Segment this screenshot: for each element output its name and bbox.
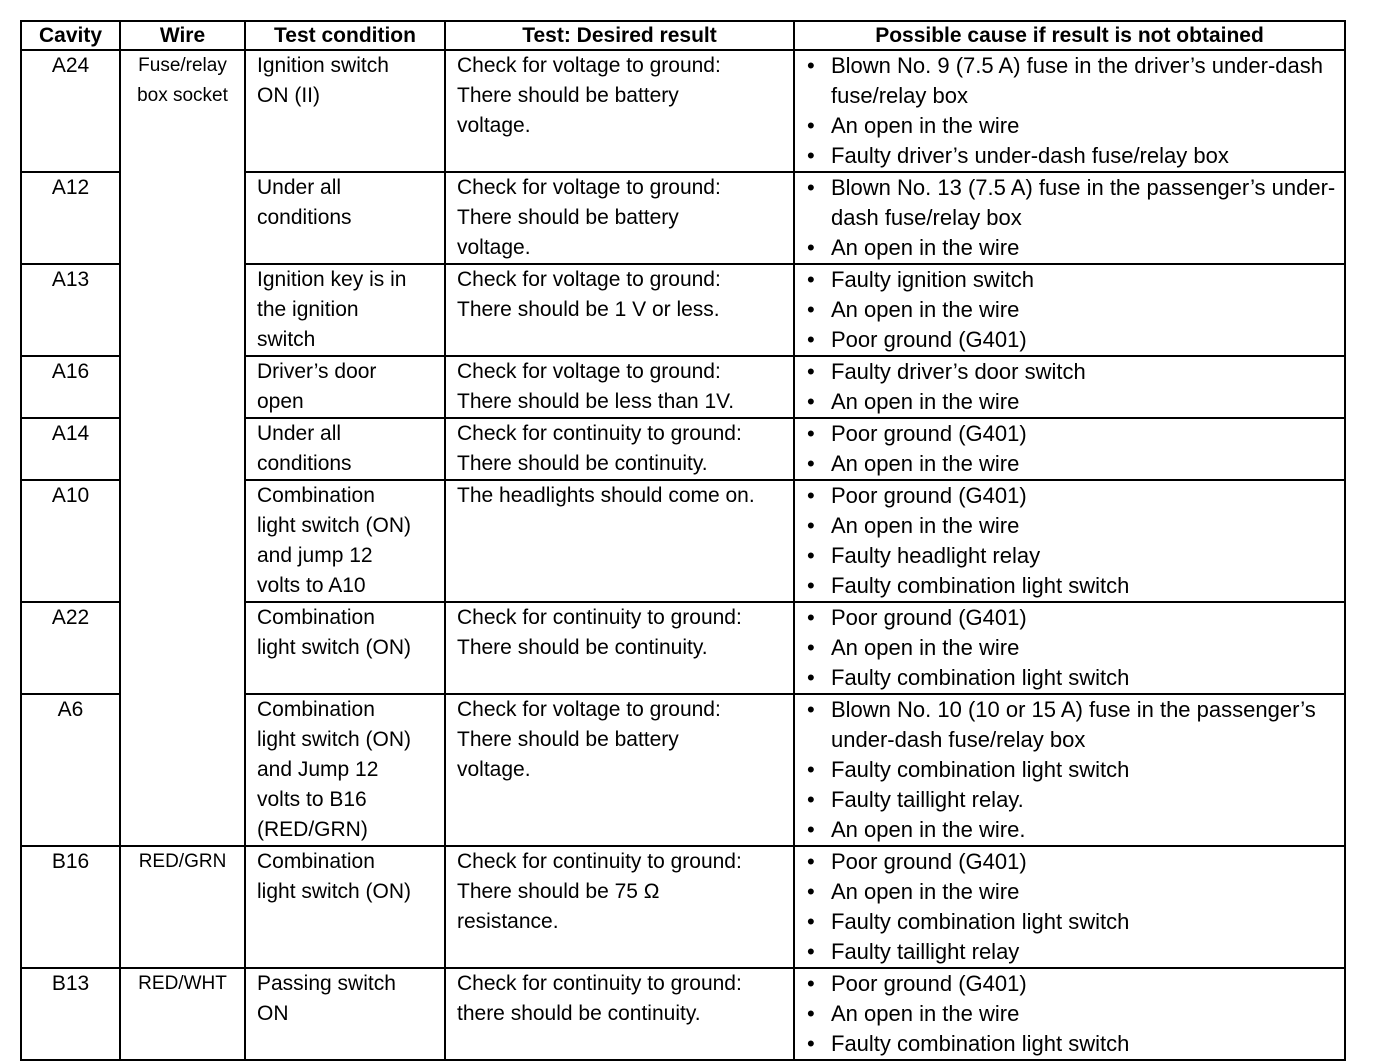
cause-item: • An open in the wire bbox=[805, 387, 1344, 417]
cause-item: • An open in the wire bbox=[805, 295, 1344, 325]
cavity-cell: A12 bbox=[21, 172, 120, 264]
test-condition-cell: Ignition key is in the ignition switch bbox=[245, 264, 445, 356]
wire-label: RED/WHT bbox=[138, 973, 227, 994]
cavity-cell: B16 bbox=[21, 846, 120, 968]
table-row bbox=[21, 694, 1345, 846]
test-condition-cell: Combination light switch (ON) bbox=[245, 602, 445, 694]
cause-item: • Faulty ignition switch bbox=[805, 265, 1344, 295]
cause-item: • Faulty combination light switch bbox=[805, 1029, 1344, 1059]
table-row bbox=[21, 418, 1345, 480]
cavity-cell: B13 bbox=[21, 968, 120, 1060]
table-row bbox=[21, 172, 1345, 264]
test-condition-cell: Combination light switch (ON) and jump 12 volts to A10 bbox=[245, 480, 445, 602]
table-row bbox=[21, 846, 1345, 968]
possible-cause-cell bbox=[794, 356, 1345, 418]
cause-item: • An open in the wire bbox=[805, 877, 1344, 907]
cause-list bbox=[805, 603, 1344, 693]
cavity-cell: A10 bbox=[21, 480, 120, 602]
cause-item: • An open in the wire bbox=[805, 511, 1344, 541]
desired-result-cell: Check for continuity to ground: There should be continuity. bbox=[445, 602, 794, 694]
table-row bbox=[21, 480, 1345, 602]
desired-result-cell: Check for voltage to ground: There should be battery voltage. bbox=[445, 694, 794, 846]
desired-result-cell: The headlights should come on. bbox=[445, 480, 794, 602]
header-desired-result: Test: Desired result bbox=[445, 21, 794, 50]
cause-list bbox=[805, 51, 1344, 171]
cause-item: • Poor ground (G401) bbox=[805, 325, 1344, 355]
header-wire: Wire bbox=[120, 21, 245, 50]
cavity-cell: A14 bbox=[21, 418, 120, 480]
cause-item: • Poor ground (G401) bbox=[805, 847, 1344, 877]
cause-item: • Poor ground (G401) bbox=[805, 419, 1344, 449]
cause-item: • Faulty driver’s under-dash fuse/relay box bbox=[805, 141, 1344, 171]
test-condition-cell: Combination light switch (ON) bbox=[245, 846, 445, 968]
cause-list bbox=[805, 265, 1344, 355]
wire-label: RED/GRN bbox=[138, 851, 227, 872]
test-condition-cell: Ignition switch ON (II) bbox=[245, 50, 445, 172]
possible-cause-cell bbox=[794, 172, 1345, 264]
desired-result-cell: Check for continuity to ground: There should be 75 Ω resistance. bbox=[445, 846, 794, 968]
possible-cause-cell bbox=[794, 968, 1345, 1060]
cause-item: • Blown No. 10 (10 or 15 A) fuse in the passenger’s under-dash fuse/relay box bbox=[805, 695, 1344, 755]
wire-cell bbox=[120, 356, 245, 418]
desired-result-cell: Check for voltage to ground: There should be battery voltage. bbox=[445, 172, 794, 264]
possible-cause-cell bbox=[794, 480, 1345, 602]
cause-item: • Faulty combination light switch bbox=[805, 907, 1344, 937]
test-condition-cell: Passing switch ON bbox=[245, 968, 445, 1060]
header-possible-cause: Possible cause if result is not obtained bbox=[794, 21, 1345, 50]
wire-label: Fuse/relay box socket bbox=[137, 55, 228, 106]
cause-item: • Blown No. 13 (7.5 A) fuse in the passenger’s under-dash fuse/relay box bbox=[805, 173, 1344, 233]
cause-item: • Blown No. 9 (7.5 A) fuse in the driver’s under-dash fuse/relay box bbox=[805, 51, 1344, 111]
wire-cell bbox=[120, 480, 245, 602]
cause-item: • Faulty taillight relay. bbox=[805, 785, 1344, 815]
wire-cell bbox=[120, 694, 245, 846]
cause-item: • An open in the wire bbox=[805, 633, 1344, 663]
wire-cell bbox=[120, 602, 245, 694]
cause-item: • Faulty driver’s door switch bbox=[805, 357, 1344, 387]
desired-result-cell: Check for voltage to ground: There should be less than 1V. bbox=[445, 356, 794, 418]
possible-cause-cell bbox=[794, 264, 1345, 356]
cavity-cell: A16 bbox=[21, 356, 120, 418]
cause-item: • Poor ground (G401) bbox=[805, 969, 1344, 999]
desired-result-cell: Check for voltage to ground: There should be 1 V or less. bbox=[445, 264, 794, 356]
desired-result-cell: Check for continuity to ground: there should be continuity. bbox=[445, 968, 794, 1060]
possible-cause-cell bbox=[794, 846, 1345, 968]
possible-cause-cell bbox=[794, 602, 1345, 694]
table-row bbox=[21, 968, 1345, 1060]
cause-item: • An open in the wire bbox=[805, 449, 1344, 479]
table-row bbox=[21, 50, 1345, 172]
wire-cell bbox=[120, 846, 245, 968]
cause-list bbox=[805, 969, 1344, 1059]
cavity-cell: A22 bbox=[21, 602, 120, 694]
wire-cell bbox=[120, 264, 245, 356]
cause-item: • An open in the wire bbox=[805, 233, 1344, 263]
cause-list bbox=[805, 695, 1344, 845]
cause-list bbox=[805, 173, 1344, 263]
cause-list bbox=[805, 357, 1344, 417]
table-row bbox=[21, 602, 1345, 694]
desired-result-cell: Check for voltage to ground: There should be battery voltage. bbox=[445, 50, 794, 172]
cause-item: • Faulty headlight relay bbox=[805, 541, 1344, 571]
troubleshooting-table bbox=[20, 20, 1346, 1061]
cause-list bbox=[805, 481, 1344, 601]
header-test-condition: Test condition bbox=[245, 21, 445, 50]
wire-cell bbox=[120, 968, 245, 1060]
possible-cause-cell bbox=[794, 50, 1345, 172]
cause-list bbox=[805, 847, 1344, 967]
cause-item: • An open in the wire. bbox=[805, 815, 1344, 845]
cavity-cell: A6 bbox=[21, 694, 120, 846]
table-row bbox=[21, 264, 1345, 356]
cause-item: • Faulty combination light switch bbox=[805, 571, 1344, 601]
wire-cell bbox=[120, 172, 245, 264]
cavity-cell: A24 bbox=[21, 50, 120, 172]
possible-cause-cell bbox=[794, 694, 1345, 846]
table-row bbox=[21, 356, 1345, 418]
cause-item: • Faulty taillight relay bbox=[805, 937, 1344, 967]
header-cavity: Cavity bbox=[21, 21, 120, 50]
wire-cell bbox=[120, 418, 245, 480]
desired-result-cell: Check for continuity to ground: There should be continuity. bbox=[445, 418, 794, 480]
cause-item: • An open in the wire bbox=[805, 999, 1344, 1029]
cause-list bbox=[805, 419, 1344, 479]
test-condition-cell: Under all conditions bbox=[245, 418, 445, 480]
cause-item: • An open in the wire bbox=[805, 111, 1344, 141]
table-header-row bbox=[21, 21, 1345, 50]
test-condition-cell: Driver’s door open bbox=[245, 356, 445, 418]
wire-cell bbox=[120, 50, 245, 172]
cause-item: • Faulty combination light switch bbox=[805, 755, 1344, 785]
cause-item: • Poor ground (G401) bbox=[805, 481, 1344, 511]
possible-cause-cell bbox=[794, 418, 1345, 480]
cavity-cell: A13 bbox=[21, 264, 120, 356]
test-condition-cell: Under all conditions bbox=[245, 172, 445, 264]
cause-item: • Faulty combination light switch bbox=[805, 663, 1344, 693]
cause-item: • Poor ground (G401) bbox=[805, 603, 1344, 633]
test-condition-cell: Combination light switch (ON) and Jump 12 volts to B16 (RED/GRN) bbox=[245, 694, 445, 846]
